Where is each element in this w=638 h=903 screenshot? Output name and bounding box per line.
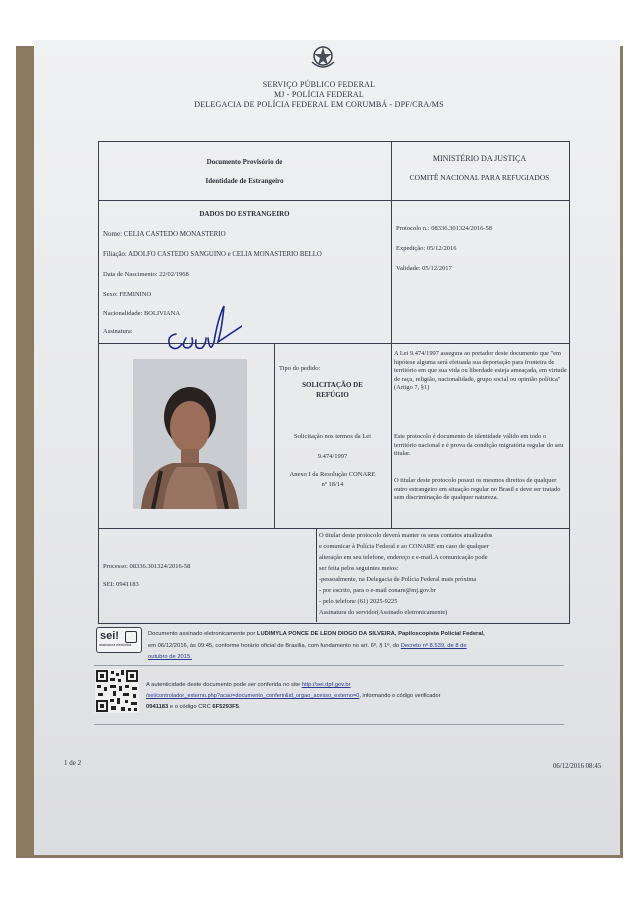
auth-verify-suffix: , informando o código verificador (359, 693, 441, 699)
request-type-line-1: SOLICITAÇÃO DE (302, 381, 363, 389)
crc-suffix: . (238, 704, 241, 710)
contact-line-8: Assinatura do servidor(Assinado eletronicamente) (319, 609, 448, 616)
contact-line-7: - pelo telefone (61) 2025-9225 (319, 598, 398, 605)
sei-number: SEI: 0941183 (103, 581, 139, 588)
divider (98, 200, 569, 201)
crc-prefix: e o código CRC (168, 704, 213, 710)
field-filiacao: Filiação: ADOLFO CASTEDO SANGUINO e CELIA MONASTERIO BELLO (103, 251, 322, 258)
sei-seal-sublabel: assinatura eletrônica (99, 643, 132, 647)
header-line-1: SERVIÇO PÚBLICO FEDERAL (262, 80, 376, 89)
contact-line-2: e comunicar à Polícia Federal e ao CONARE em caso de qualquer (319, 543, 489, 550)
field-sexo: Sexo: FEMININO (103, 291, 152, 298)
field-nome: Nome: CELIA CASTEDO MONASTERIO (103, 230, 226, 238)
request-type-label: Tipo do pedido: (279, 365, 321, 372)
decree-link[interactable]: Decreto nº 8.539, de 8 de (400, 643, 467, 649)
process-number: Processo: 08336.301324/2016-58 (103, 563, 191, 570)
law-paragraph-3: O titular deste protocolo possui os mesmos direitos de qualquer outro estrangeiro em situação regular no Brasil e deve ser tratado sem discriminação de qualquer natureza. (394, 477, 561, 502)
contact-line-3: alteração em seu telefone, endereço e e-mail.A comunicação pode (319, 554, 488, 561)
divider (94, 665, 564, 666)
lock-icon (125, 631, 137, 643)
field-assinatura: Assinatura: (103, 328, 133, 335)
ministry-line-2: COMITÊ NACIONAL PARA REFUGIADOS (409, 173, 550, 182)
divider (98, 528, 569, 529)
divider (94, 724, 564, 725)
request-annex-line-2: nº 18/14 (321, 481, 344, 488)
header-line-2: MJ - POLÍCIA FEDERAL (273, 90, 364, 99)
auth-line-2 (146, 692, 441, 701)
coat-of-arms-icon (306, 44, 340, 72)
law-paragraph-1: A Lei 9.474/1997 assegura ao portador deste documento que "em hipótese alguma será efetuada sua deportação para fronteira de território em que sua vida ou liberdade esteja ameaçada, em virtude de raça, religião, nacionalidade, grupo social ou opinião política" (Artigo 7, §1) (394, 350, 567, 392)
contact-line-4: ser feita pelos seguintes meios: (319, 565, 399, 572)
header-line-3: DELEGACIA DE POLÍCIA FEDERAL EM CORUMBÁ - DPF/CRA/MS (194, 100, 444, 109)
portrait-photo (133, 359, 247, 509)
decree-link-continued-line (148, 653, 192, 662)
signer-name: LUDIMYLA PONCE DE LEON DIOGO DA SILVEIRA (256, 631, 395, 637)
auth-line-1 (146, 681, 351, 690)
auth-site-link[interactable]: http://sei.dpf.gov.br (301, 682, 351, 688)
qr-code (95, 669, 139, 713)
doc-title-line-2: Identidade de Estrangeiro (205, 177, 284, 185)
doc-title-line-1: Documento Provisório de (206, 158, 283, 166)
crc-code: 6F5293F5 (212, 704, 239, 710)
sei-seal-label: sei! (100, 630, 119, 642)
divider (316, 528, 317, 622)
auth-prefix: A autenticidade deste documento pode ser conferida no site (146, 682, 302, 688)
signed-date-line (148, 642, 467, 651)
page-indicator: 1 de 2 (64, 759, 82, 767)
decree-link-continued[interactable]: outubro de 2015. (148, 654, 192, 660)
contact-line-5: -pessoalmente, na Delegacia de Polícia Federal mais próxima (319, 576, 477, 583)
signed-date-text: em 06/12/2016, às 09:45, conforme horário oficial de Brasília, com fundamento no art. 6º, § 1º, do (148, 643, 401, 649)
signer-role: , Papiloscopista Policial Federal, (394, 631, 485, 637)
verifier-code: 0941183 (146, 704, 169, 710)
auth-line-3 (146, 703, 240, 712)
request-type-line-2: REFÚGIO (316, 391, 349, 399)
protocol-number: Protocolo n.: 08336.301324/2016-58 (396, 225, 493, 232)
sei-signature-seal (96, 627, 142, 653)
request-annex-line-1: Anexo I da Resolução CONARE (289, 471, 376, 478)
request-law-line-1: Solicitação nos termos da Lei (294, 433, 371, 440)
section-title: DADOS DO ESTRANGEIRO (199, 210, 290, 218)
law-paragraph-2: Este protocolo é documento de identidade válido em todo o território nacional e é prova da condição migratória regular do seu titular. (394, 433, 564, 458)
signed-by-prefix: Documento assinado eletronicamente por (148, 631, 257, 637)
handwritten-signature (162, 298, 242, 358)
protocol-expedicao: Expedição: 05/12/2016 (396, 245, 457, 252)
protocol-validade: Validade: 05/12/2017 (396, 265, 452, 272)
auth-verify-link[interactable]: /sei/controlador_externo.php?acao=documento_conferir&id_orgao_acesso_externo=0 (146, 693, 360, 699)
contact-line-1: O titular deste protocolo deverá manter os seus contatos atualizados (319, 532, 493, 539)
signed-by-line (148, 630, 485, 639)
request-law-line-2: 9.474/1997 (317, 453, 348, 460)
print-datetime: 06/12/2016 08:45 (553, 763, 602, 770)
field-nacionalidade: Nacionalidade: BOLIVIANA (103, 310, 181, 317)
field-nascimento: Data de Nascimento: 22/02/1968 (103, 271, 189, 278)
ministry-line-1: MINISTÉRIO DA JUSTIÇA (432, 154, 527, 163)
contact-line-6: - por escrito, para o e-mail conare@mj.gov.br (319, 587, 436, 594)
